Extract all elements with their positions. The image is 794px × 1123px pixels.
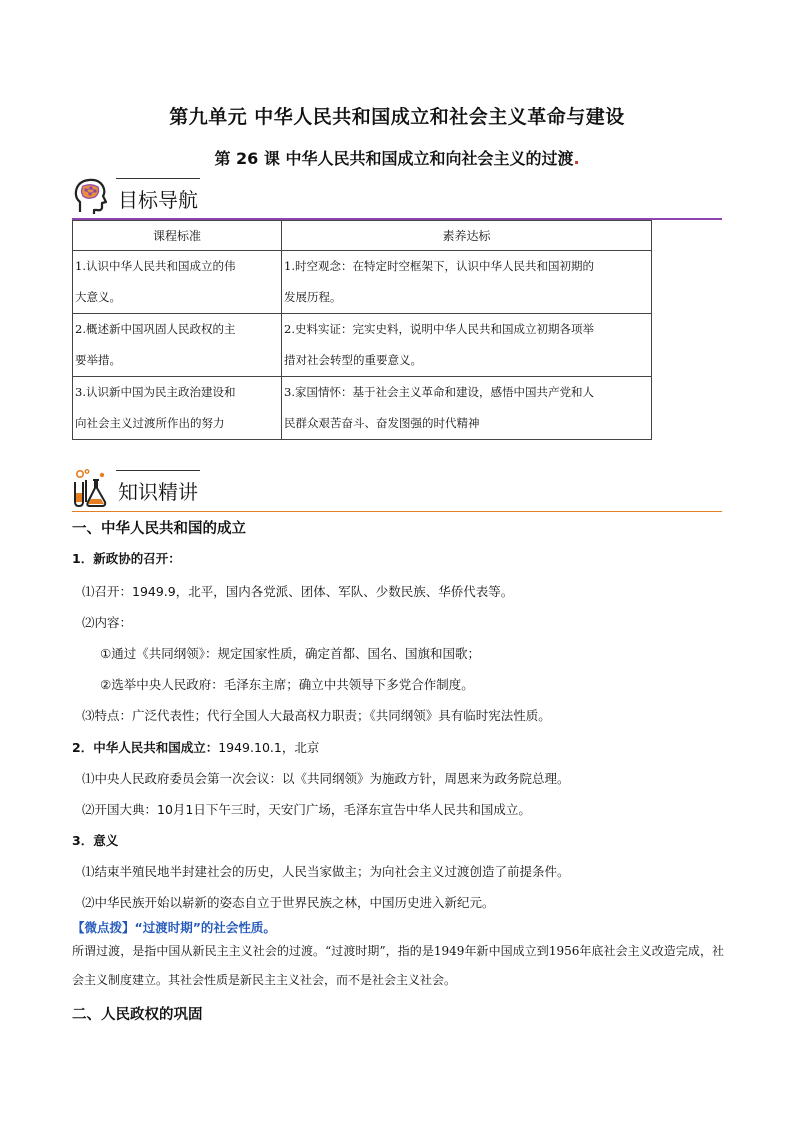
table-header-literacy: 素养达标 [282,221,652,251]
table-header-standard: 课程标准 [73,221,282,251]
subheading-cppcc: 1．新政协的召开： [72,551,181,566]
heading-founding: 一、中华人民共和国的成立 [72,521,246,537]
paragraph: ⑵开国大典：10月1日下午三时，天安门广场，毛泽东宣告中华人民共和国成立。 [82,802,531,817]
cell-line: 2.史料实证：完实史料，说明中华人民共和国成立初期各项举 [284,322,594,336]
table-row [73,377,652,440]
cell-line: 大意义。 [75,290,121,304]
lesson-title [0,146,794,169]
subheading-prc-founding [72,738,319,756]
section-rule [72,511,722,512]
table-cell [73,314,282,377]
unit-title: 第九单元 中华人民共和国成立和社会主义革命与建设 [169,106,625,128]
paragraph: ⑴召开：1949.9，北平，国内各党派、团体、军队、少数民族、华侨代表等。 [82,584,514,599]
cell-line: 向社会主义过渡所作出的努力 [75,416,225,430]
cell-line: 3.家国情怀：基于社会主义革命和建设，感悟中国共产党和人 [284,385,594,399]
paragraph: ①通过《共同纲领》：规定国家性质，确定首都、国名、国旗和国歌； [100,646,480,661]
paragraph: ②选举中央人民政府：毛泽东主席；确立中共领导下多党合作制度。 [100,677,474,692]
subheading-significance: 3．意义 [72,833,119,848]
table-cell [73,377,282,440]
table-cell [73,251,282,314]
section-header-knowledge [72,468,722,512]
tip-heading: 【微点拨】“过渡时期”的社会性质。 [72,920,276,935]
paragraph: ⑴中央人民政府委员会第一次会议：以《共同纲领》为施政方针，周恩来为政务院总理。 [82,771,570,786]
tip-body: 所谓过渡，是指中国从新民主主义社会的过渡。“过渡时期”，指的是1949年新中国成立到1956年底社会主义改造完成，社会主义制度建立。其社会性质是新民主主义社会，而不是社会主义社会。 [72,944,724,987]
section-header-goals [72,176,722,220]
table-row [73,251,652,314]
table-cell [282,251,652,314]
cell-line: 发展历程。 [284,290,342,304]
section-title-knowledge: 知识精讲 [118,480,198,504]
cell-line: 民群众艰苦奋斗、奋发图强的时代精神 [284,416,480,430]
subheading-bold: 2．中华人民共和国成立： [72,740,219,755]
paragraph: ⑶特点：广泛代表性；代行全国人大最高权力职责；《共同纲领》具有临时宪法性质。 [82,708,551,723]
cell-line: 措对社会转型的重要意义。 [284,353,422,367]
lesson-title-text: 第 26 课 中华人民共和国成立和向社会主义的过渡 [214,149,574,168]
paragraph: ⑴结束半殖民地半封建社会的历史，人民当家做主；为向社会主义过渡创造了前提条件。 [82,864,570,879]
lesson-title-dot: . [573,149,580,168]
cell-line: 要举措。 [75,353,121,367]
subheading-rest: 1949.10.1，北京 [218,740,320,755]
paragraph: ⑵中华民族开始以崭新的姿态自立于世界民族之林，中国历史进入新纪元。 [82,895,495,910]
header-accent-line [116,178,200,179]
standards-table [72,220,652,440]
header-accent-line [116,470,200,471]
table-cell [282,314,652,377]
brain-head-icon [72,176,112,216]
cell-line: 2.概述新中国巩固人民政权的主 [75,322,236,336]
cell-line: 3.认识新中国为民主政治建设和 [75,385,236,399]
section-title-goals: 目标导航 [118,188,198,212]
lab-flask-icon [72,468,112,508]
heading-consolidation: 二、人民政权的巩固 [72,1007,203,1023]
cell-line: 1.时空观念：在特定时空框架下，认识中华人民共和国初期的 [284,259,594,273]
table-row [73,314,652,377]
paragraph: ⑵内容： [82,615,133,630]
cell-line: 1.认识中华人民共和国成立的伟 [75,259,236,273]
table-cell [282,377,652,440]
